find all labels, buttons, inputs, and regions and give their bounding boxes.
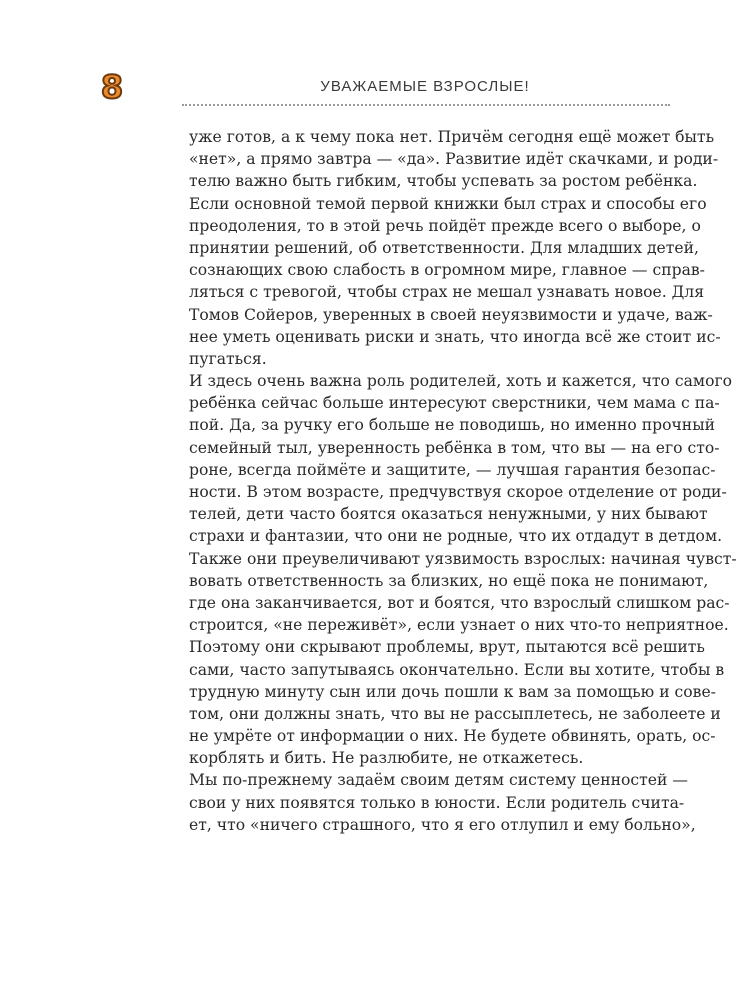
text-line: Если основной темой первой книжки был страх и способы его <box>189 194 707 213</box>
page-number: 8 <box>100 68 124 106</box>
text-line: телей, дети часто боятся оказаться ненужными, у них бывают <box>189 505 708 524</box>
text-line: том, они должны знать, что вы не рассыплетесь, не заболеете и <box>189 704 721 723</box>
text-line: преодоления, то в этой речь пойдёт прежде всего о выборе, о <box>189 216 701 235</box>
text-line: ности. В этом возрасте, предчувствуя скорое отделение от роди- <box>189 483 727 501</box>
text-line: принятии решений, об ответственности. Для младших детей, <box>189 238 699 257</box>
text-line: «нет», а прямо завтра — «да». Развитие идёт скачками, и роди- <box>189 150 719 169</box>
text-line: сами, часто запутываясь окончательно. Если вы хотите, чтобы в <box>189 660 725 679</box>
text-line: страхи и фантазии, что они не родные, что их отдадут в детдом. <box>189 527 723 546</box>
text-line: роне, всегда поймёте и защитите, — лучшая гарантия безопас- <box>189 460 716 479</box>
text-line: корблять и бить. Не разлюбите, не откажетесь. <box>189 749 584 768</box>
running-title: УВАЖАЕМЫЕ ВЗРОСЛЫЕ! <box>320 78 530 95</box>
text-line: телю важно быть гибким, чтобы успевать за ростом ребёнка. <box>189 172 698 191</box>
text-line: сознающих свою слабость в огромном мире, главное — справ- <box>189 261 705 280</box>
text-line: Также они преувеличивают уязвимость взрослых: начиная чувст- <box>189 549 737 568</box>
text-line: уже готов, а к чему пока нет. Причём сегодня ещё может быть <box>189 128 715 146</box>
text-line: свои у них появятся только в юности. Если родитель счита- <box>189 793 685 812</box>
text-line: вовать ответственность за близких, но ещё пока не понимают, <box>189 571 709 590</box>
text-line: Мы по-прежнему задаём своим детям систему ценностей — <box>189 771 688 790</box>
text-line: И здесь очень важна роль родителей, хоть и кажется, что самого <box>189 372 733 391</box>
text-line: пугаться. <box>189 349 267 368</box>
text-line: пой. Да, за ручку его больше не поводишь, но именно прочный <box>189 416 715 435</box>
body-text <box>189 126 737 836</box>
text-line: семейный тыл, уверенность ребёнка в том, что вы — на его сто- <box>189 438 720 457</box>
text-line: Поэтому они скрывают проблемы, врут, пытаются всё решить <box>189 638 705 657</box>
text-line: ляться с тревогой, чтобы страх не мешал узнавать новое. Для <box>189 283 705 302</box>
text-line: строится, «не переживёт», если узнает о них что-то неприятное. <box>189 616 729 635</box>
text-line: не умрёте от информации о них. Не будете обвинять, орать, ос- <box>189 727 716 746</box>
text-line: Томов Сойеров, уверенных в своей неуязвимости и удаче, важ- <box>189 305 713 324</box>
dotted-divider <box>182 104 670 106</box>
text-line: ет, что «ничего страшного, что я его отлупил и ему больно», <box>189 815 696 834</box>
text-line: ребёнка сейчас больше интересуют сверстники, чем мама с па- <box>189 394 720 413</box>
text-line: где она заканчивается, вот и боятся, что взрослый слишком рас- <box>189 593 730 612</box>
text-line: трудную минуту сын или дочь пошли к вам за помощью и сове- <box>189 682 716 701</box>
text-line: нее уметь оценивать риски и знать, что иногда всё же стоит ис- <box>189 327 721 346</box>
